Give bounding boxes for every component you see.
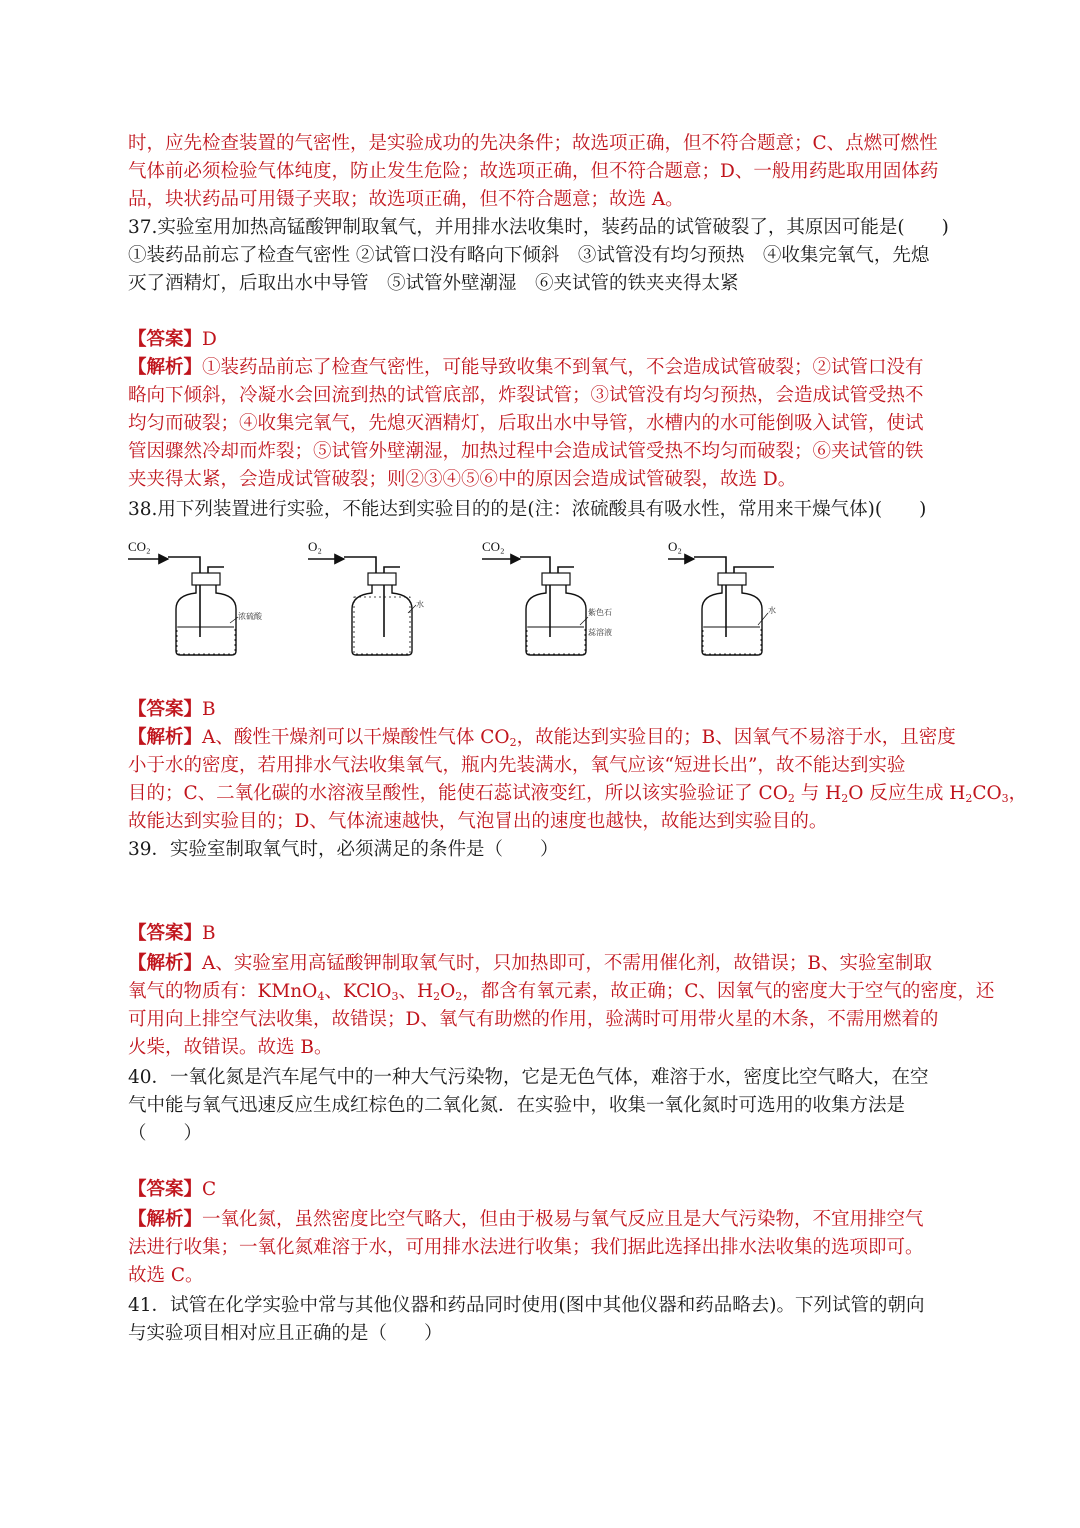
- answer-tag: 【答案】: [128, 1179, 203, 1200]
- question-38-answer: [128, 696, 968, 724]
- analysis-tag: 【解析】: [128, 1209, 203, 1230]
- question-37-stem: 37.实验室用加热高锰酸钾制取氧气，并用排水法收集时，装药品的试管破裂了，其原因可能是( ): [128, 217, 949, 238]
- question-37-analysis: 夹夹得太紧，会造成试管破裂；则②③④⑤⑥中的原因会造成试管破裂，故选 D。: [128, 469, 797, 490]
- liquid-label-c: 紫色石: [588, 608, 612, 617]
- question-40-answer: [128, 1176, 968, 1204]
- liquid-label-b: 水: [416, 600, 424, 609]
- liquid-label-a: 浓硫酸: [238, 612, 262, 621]
- question-39-stem: 39．实验室制取氧气时，必须满足的条件是（ ）: [128, 839, 559, 860]
- gas-washing-bottle-figure: [124, 533, 824, 663]
- question-39-analysis: 【解析】A、实验室用高锰酸钾制取氧气时，只加热即可，不需用催化剂，故错误；B、实验室制取: [128, 953, 932, 974]
- question-37-analysis: 略向下倾斜，冷凝水会回流到热的试管底部，炸裂试管；③试管没有均匀预热，会造成试管受热不: [128, 385, 924, 406]
- question-40-analysis: 【解析】一氧化氮，虽然密度比空气略大，但由于极易与氧气反应且是大气污染物，不宜用排空气: [128, 1209, 924, 1230]
- answer-value: B: [202, 699, 216, 720]
- analysis-continuation-line: 品，块状药品可用镊子夹取；故选项正确，但不符合题意；故选 A。: [128, 189, 684, 210]
- analysis-continuation-line: 时，应先检查装置的气密性，是实验成功的先决条件；故选项正确，但不符合题意；C、点燃可燃性: [128, 133, 938, 154]
- apparatus-d: [668, 539, 776, 655]
- question-37-answer: [128, 326, 968, 354]
- question-41-stem: 与实验项目相对应且正确的是（ ）: [128, 1323, 443, 1344]
- question-40-stem: 40．一氧化氮是汽车尾气中的一种大气污染物，它是无色气体，难溶于水，密度比空气略大，在空: [128, 1067, 929, 1088]
- liquid-label-d: 水: [768, 606, 776, 615]
- question-40-analysis: 法进行收集；一氧化氮难溶于水，可用排水法进行收集；我们据此选择出排水法收集的选项即可。: [128, 1237, 924, 1258]
- question-37-conditions: 灭了酒精灯，后取出水中导管 ⑤试管外壁潮湿 ⑥夹试管的铁夹夹得太紧: [128, 273, 739, 294]
- question-38-analysis: 目的；C、二氧化碳的水溶液呈酸性，能使石蕊试液变红，所以该实验验证了 $CO_2$ 与 $H_2O$ 反应生成 $H_2CO_3$，: [128, 783, 1028, 805]
- question-40-analysis: 故选 C。: [128, 1265, 204, 1286]
- answer-value: C: [202, 1179, 217, 1200]
- apparatus-c: [482, 539, 612, 655]
- question-38-analysis: 小于水的密度，若用排水气法收集氧气，瓶内先装满水，氧气应该“短进长出”，故不能达到实验: [128, 755, 906, 776]
- question-39-analysis: 可用向上排空气法收集，故错误；D、氧气有助燃的作用，验满时可用带火星的木条，不需用燃着的: [128, 1009, 939, 1030]
- question-39-analysis: 火柴，故错误。故选 B。: [128, 1037, 333, 1058]
- analysis-continuation-line: 气体前必须检验气体纯度，防止发生危险；故选项正确，但不符合题意；D、一般用药匙取用固体药: [128, 161, 939, 182]
- question-41-stem: 41．试管在化学实验中常与其他仪器和药品同时使用(图中其他仪器和药品略去)。下列试管的朝向: [128, 1295, 925, 1316]
- apparatus-b: [308, 539, 424, 655]
- question-37-analysis: 【解析】①装药品前忘了检查气密性，可能导致收集不到氧气，不会造成试管破裂；②试管口没有: [128, 357, 924, 378]
- question-39-answer: [128, 920, 968, 948]
- answer-tag: 【答案】: [128, 329, 203, 350]
- analysis-tag: 【解析】: [128, 727, 203, 748]
- answer-tag: 【答案】: [128, 923, 203, 944]
- question-38-analysis: 故能达到实验目的；D、气体流速越快，气泡冒出的速度也越快，故能达到实验目的。: [128, 811, 828, 832]
- analysis-tag: 【解析】: [128, 357, 203, 378]
- question-40-stem: （ ）: [128, 1123, 203, 1144]
- question-40-stem: 气中能与氧气迅速反应生成红棕色的二氧化氮．在实验中，收集一氧化氮时可选用的收集方法是: [128, 1095, 906, 1116]
- gas-label-d: O₂: [668, 539, 682, 554]
- answer-tag: 【答案】: [128, 699, 203, 720]
- question-37-analysis: 均匀而破裂；④收集完氧气，先熄灭酒精灯，后取出水中导管，水槽内的水可能倒吸入试管，使试: [128, 413, 924, 434]
- question-38-analysis: 【解析】A、酸性干燥剂可以干燥酸性气体 $CO_2$，故能达到实验目的；B、因氧气不易溶于水，且密度: [128, 727, 956, 749]
- gas-label-c: CO₂: [482, 539, 505, 554]
- gas-label-b: O₂: [308, 539, 322, 554]
- gas-label-a: CO₂: [128, 539, 151, 554]
- analysis-tag: 【解析】: [128, 953, 203, 974]
- answer-value: B: [202, 923, 216, 944]
- question-37-analysis: 管因骤然冷却而炸裂；⑤试管外壁潮湿，加热过程中会造成试管受热不均匀而破裂；⑥夹试管的铁: [128, 441, 924, 462]
- apparatus-a: [128, 539, 263, 655]
- question-38-stem: 38.用下列装置进行实验，不能达到实验目的的是(注：浓硫酸具有吸水性，常用来干燥气体)( ): [128, 499, 927, 520]
- question-39-analysis: 氧气的物质有：KMnO$_4$、KClO$_3$、$H_2O_2$，都含有氧元素，故正确；C、因氧气的密度大于空气的密度，还: [128, 981, 995, 1003]
- question-37-conditions: ①装药品前忘了检查气密性 ②试管口没有略向下倾斜 ③试管没有均匀预热 ④收集完氧气，先熄: [128, 245, 930, 266]
- liquid-label-c: 蕊溶液: [588, 628, 612, 637]
- answer-value: D: [202, 329, 217, 350]
